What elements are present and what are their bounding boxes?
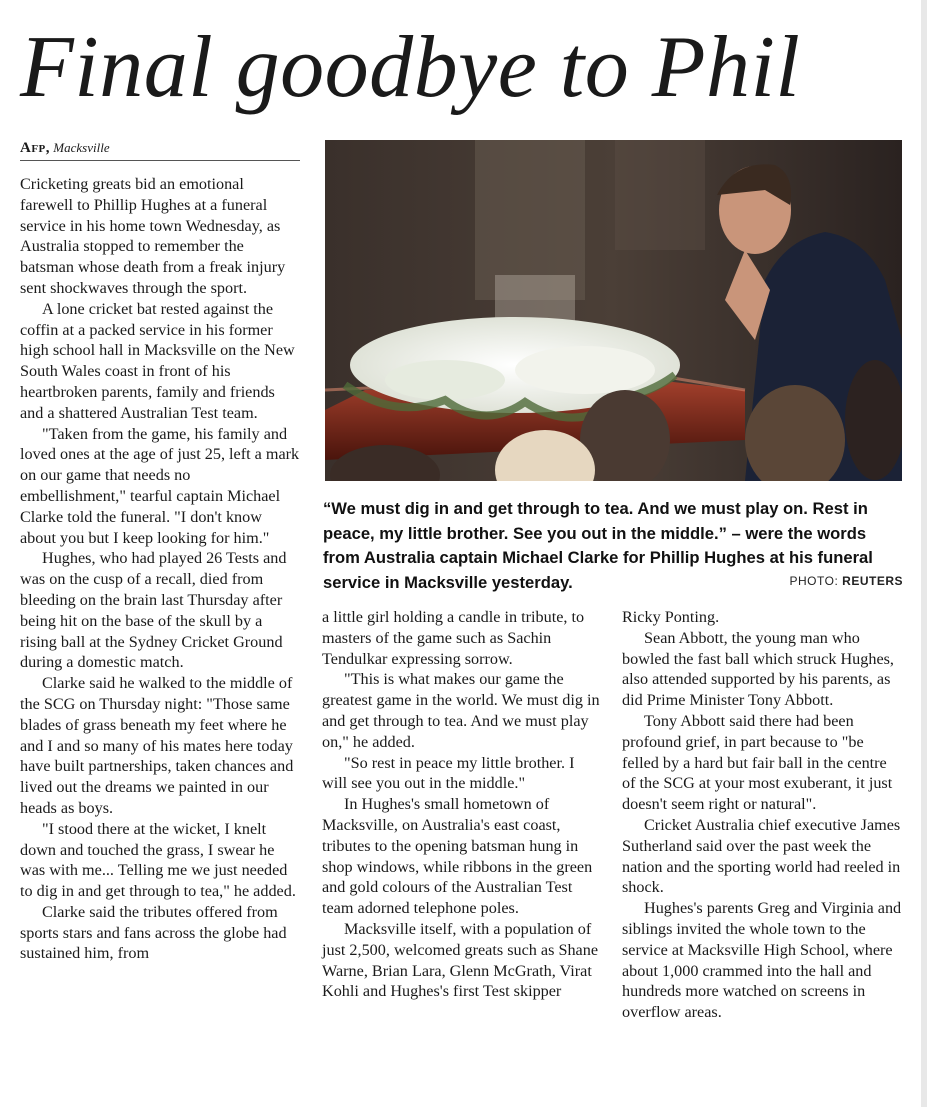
- article-column-2: [322, 607, 600, 1002]
- byline: [20, 140, 300, 161]
- paragraph: Clarke said he walked to the middle of the SCG on Thursday night: "Those same blades of grass beneath my feet where he and I and so many of his mates here today have built partnerships, taken chances and lived out the dreams we painted in our heads as boys.: [20, 674, 294, 817]
- paragraph: Hughes, who had played 26 Tests and was on the cusp of a recall, died from bleeding on the brain last Thursday after being hit on the base of the skull by a rising ball at the Sydney Cricket Ground during a domestic match.: [20, 549, 287, 672]
- photo-caption: “We must dig in and get through to tea. And we must play on. Rest in peace, my little brother. See you out in the middle.” – were the words from Australia captain Michael Clarke for Phillip Hughes at his funeral service in Macksville yesterday.: [323, 499, 873, 592]
- paragraph: "I stood there at the wicket, I knelt down and touched the grass, I swear he was with me... Telling me we just needed to dig in and get through to tea," he added.: [20, 819, 296, 901]
- page-edge: [921, 0, 927, 1107]
- photo-credit-label: PHOTO:: [789, 574, 839, 588]
- paragraph: "This is what makes our game the greatest game in the world. We must dig in and get through to tea. And we must play on," he added.: [322, 670, 600, 751]
- paragraph: Cricketing greats bid an emotional farewell to Phillip Hughes at a funeral service in his home town Wednesday, as Australia stopped to remember the batsman whose death from a freak injury sent shockwaves through the sport.: [20, 175, 286, 297]
- photo-credit-source: REUTERS: [842, 574, 903, 588]
- paragraph: In Hughes's small hometown of Macksville, on Australia's east coast, tributes to the opening batsman hung in shop windows, while ribbons in the green and gold colours of the Australian Test team adorned telephone poles.: [322, 795, 593, 918]
- paragraph: A lone cricket bat rested against the coffin at a packed service in his former high school hall in Macksville on the New South Wales coast in front of his heartbroken parents, family and friends and a shattered Australian Test team.: [20, 299, 295, 422]
- byline-agency: Afp,: [20, 140, 51, 156]
- paragraph: "So rest in peace my little brother. I will see you out in the middle.": [322, 753, 575, 793]
- article-column-1: [20, 174, 300, 964]
- paragraph: a little girl holding a candle in tribute, to masters of the game such as Sachin Tendulkar expressing sorrow.: [322, 608, 585, 668]
- paragraph: Hughes's parents Greg and Virginia and siblings invited the whole town to the service at Macksville High School, where about 1,000 crammed into the hall and hundreds more watched on screens in overflow areas.: [622, 899, 902, 1022]
- headline: Final goodbye to Phil: [20, 19, 801, 116]
- photo-credit: [790, 574, 903, 588]
- paragraph: "Taken from the game, his family and loved ones at the age of just 25, left a mark on our game that needs no embellishment," tearful captain Michael Clarke told the funeral. "I don't know about you but I keep looking for him.": [20, 424, 300, 547]
- paragraph: Clarke said the tributes offered from sports stars and fans across the globe had sustained him, from: [20, 902, 287, 963]
- byline-place: Macksville: [53, 140, 110, 155]
- paragraph: Macksville itself, with a population of just 2,500, welcomed greats such as Shane Warne, Brian Lara, Glenn McGrath, Virat Kohli and Hughes's first Test skipper: [322, 919, 599, 1001]
- funeral-photo: [325, 140, 902, 481]
- funeral-photo-illustration: [325, 140, 902, 481]
- paragraph: Cricket Australia chief executive James Sutherland said over the past week the nation and the sporting world had reeled in shock.: [622, 815, 901, 897]
- paragraph: Sean Abbott, the young man who bowled the fast ball which struck Hughes, also attended supported by his parents, as did Prime Minister Tony Abbott.: [622, 628, 894, 710]
- paragraph: Tony Abbott said there had been profound grief, in part because to "be felled by a hard but fair ball in the centre of the SCG at your most exuberant, it just doesn't seem right or natural".: [622, 711, 893, 814]
- article-column-3: [622, 607, 904, 1023]
- paragraph: Ricky Ponting.: [622, 608, 720, 626]
